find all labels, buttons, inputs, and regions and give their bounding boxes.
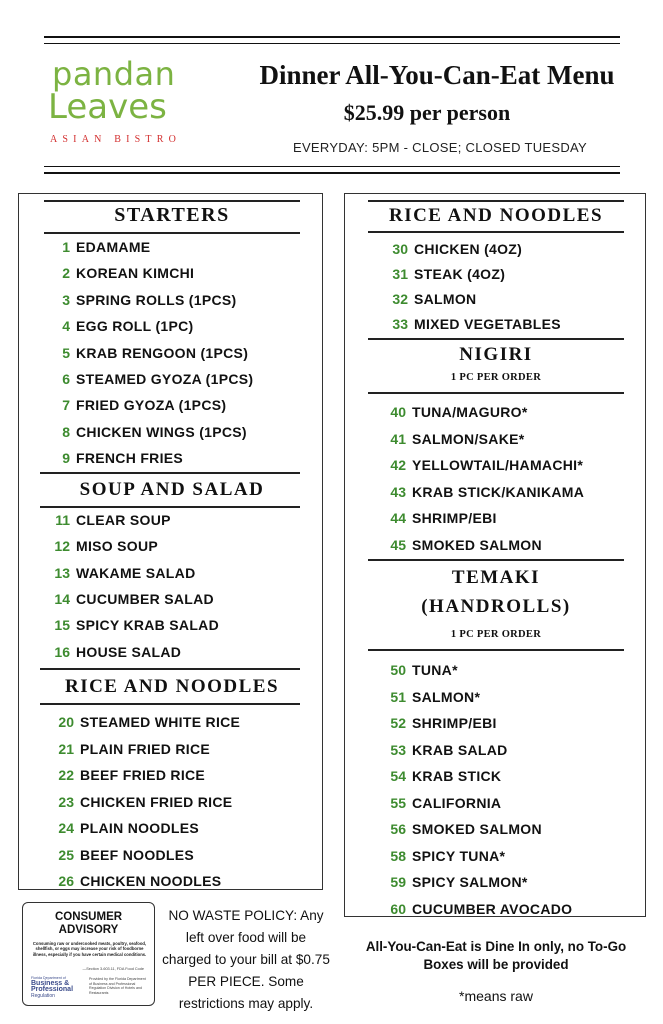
- menu-item: [54, 395, 226, 415]
- menu-item-number: 2: [62, 265, 70, 282]
- menu-item: [54, 369, 253, 389]
- menu-item-name: CUCUMBER AVOCADO: [412, 900, 573, 917]
- menu-item-name: SHRIMP/EBI: [412, 510, 497, 526]
- menu-item-name: PLAIN FRIED RICE: [80, 740, 211, 757]
- menu-item-name: SPRING ROLLS (1PCS): [76, 291, 237, 308]
- menu-item-number: 1: [62, 239, 70, 255]
- dine-in-notice: All-You-Can-Eat is Dine In only, no To-Go Boxes will be provided: [365, 939, 627, 972]
- menu-item-name: YELLOWTAIL/HAMACHI*: [412, 457, 584, 473]
- menu-item-number: 58: [390, 847, 406, 864]
- menu-item-number: 20: [58, 714, 74, 730]
- menu-item-name: MIXED VEGETABLES: [414, 316, 561, 332]
- menu-item-number: 6: [62, 371, 70, 387]
- header-rule: [44, 166, 620, 167]
- menu-item: [50, 818, 199, 838]
- menu-item-number: 26: [58, 873, 74, 889]
- menu-item: [382, 429, 525, 449]
- advisory-title: CONSUMER ADVISORY: [54, 911, 123, 936]
- menu-item-name: EGG ROLL (1PC): [76, 318, 194, 335]
- section-title-handrolls: (HANDROLLS): [421, 596, 571, 617]
- menu-item: [382, 482, 584, 502]
- menu-price: $25.99 per person: [343, 100, 511, 125]
- menu-item: [384, 264, 505, 284]
- menu-item: [384, 239, 522, 259]
- menu-item: [384, 314, 561, 334]
- section-rule: [44, 232, 300, 234]
- section-title-nigiri: NIGIRI: [459, 344, 533, 365]
- menu-item-number: 51: [390, 688, 406, 705]
- menu-item-number: 30: [392, 241, 408, 257]
- menu-item-number: 5: [62, 344, 70, 361]
- menu-item-number: 33: [392, 316, 408, 332]
- section-rule: [368, 559, 624, 561]
- menu-item-number: 14: [54, 590, 70, 607]
- advisory-provided-by: Provided by the Florida Department of Business and Professional Regulation Division of Hotels and Restaurants: [89, 977, 146, 995]
- menu-item: [54, 316, 194, 336]
- header-rule-thick: [44, 172, 620, 174]
- menu-item-number: 21: [58, 740, 74, 757]
- menu-item: [50, 615, 219, 635]
- menu-item-name: CLEAR SOUP: [76, 512, 171, 528]
- menu-item-name: KRAB RENGOON (1PCS): [76, 344, 249, 361]
- menu-item-number: 23: [58, 793, 74, 810]
- menu-item: [382, 402, 528, 422]
- menu-item: [50, 792, 232, 812]
- menu-item-number: 44: [390, 510, 406, 526]
- menu-item-number: 12: [54, 538, 70, 555]
- menu-item-name: CUCUMBER SALAD: [76, 590, 214, 607]
- section-rule: [368, 338, 624, 340]
- section-rule: [40, 703, 300, 705]
- menu-item: [54, 422, 247, 442]
- section-rule: [368, 392, 624, 394]
- menu-item: [382, 740, 508, 760]
- menu-hours: EVERYDAY: 5PM - CLOSE; CLOSED TUESDAY: [292, 140, 588, 155]
- menu-item: [382, 899, 572, 919]
- menu-item-name: STEAMED WHITE RICE: [80, 714, 241, 730]
- section-title-rice-noodles-left: RICE AND NOODLES: [64, 676, 280, 697]
- menu-item: [54, 237, 150, 257]
- menu-item-name: STEAMED GYOZA (1PCS): [76, 371, 254, 387]
- menu-item-number: 50: [390, 662, 406, 678]
- section-rule: [368, 200, 624, 202]
- menu-item-name: HOUSE SALAD: [76, 643, 182, 660]
- menu-item: [382, 713, 497, 733]
- menu-item-name: TUNA*: [412, 662, 458, 678]
- menu-item: [382, 508, 497, 528]
- menu-item: [50, 642, 181, 662]
- menu-item: [382, 455, 583, 475]
- menu-item-name: SPICY TUNA*: [412, 847, 506, 864]
- raw-note: *means raw: [459, 988, 533, 1004]
- menu-item-name: CHICKEN WINGS (1PCS): [76, 423, 247, 440]
- menu-item-number: 55: [390, 794, 406, 811]
- menu-item: [50, 845, 194, 865]
- menu-item: [50, 712, 240, 732]
- menu-item-number: 8: [62, 423, 70, 440]
- menu-item: [54, 290, 237, 310]
- menu-item: [50, 739, 210, 759]
- menu-item-name: CHICKEN NOODLES: [80, 873, 222, 889]
- menu-item-number: 60: [390, 900, 406, 917]
- menu-item: [382, 819, 542, 839]
- brand-name-line1: pandan: [52, 55, 176, 93]
- menu-item-number: 41: [390, 430, 406, 447]
- menu-item-number: 11: [55, 512, 70, 528]
- menu-item-number: 43: [390, 483, 406, 500]
- advisory-text: Consuming raw or undercooked meats, poultry, seafood, shellfish, or eggs may increase your risk of foodborne illness, especially if you have certain medical conditions.: [32, 941, 147, 957]
- menu-item: [382, 846, 505, 866]
- section-title-temaki: TEMAKI: [451, 567, 541, 588]
- menu-item-number: 16: [54, 643, 70, 660]
- menu-item-name: MISO SOUP: [76, 538, 159, 555]
- section-title-soup-salad: SOUP AND SALAD: [79, 479, 265, 500]
- menu-item-name: STEAK (4OZ): [414, 266, 506, 282]
- menu-item: [50, 871, 221, 891]
- menu-item: [50, 563, 195, 583]
- menu-item-name: SALMON: [414, 291, 477, 307]
- section-rule: [44, 200, 300, 202]
- menu-item: [54, 343, 248, 363]
- section-rule: [40, 506, 300, 508]
- menu-item-number: 15: [54, 617, 70, 634]
- menu-item-name: BEEF NOODLES: [80, 846, 195, 863]
- menu-item-name: CHICKEN (4OZ): [414, 241, 523, 257]
- section-title-rice-noodles-right: RICE AND NOODLES: [388, 205, 604, 226]
- menu-item-number: 31: [392, 266, 408, 282]
- section-subtitle-nigiri: 1 PC PER ORDER: [450, 372, 542, 383]
- menu-item-number: 56: [390, 821, 406, 837]
- brand-logo: [48, 54, 224, 152]
- menu-item: [54, 263, 194, 283]
- menu-item: [382, 687, 480, 707]
- menu-item-name: SALMON*: [412, 688, 481, 705]
- menu-item-name: SMOKED SALMON: [412, 821, 542, 837]
- menu-item: [382, 872, 528, 892]
- menu-item-name: FRENCH FRIES: [76, 450, 184, 467]
- menu-item-number: 13: [54, 564, 70, 581]
- menu-item: [384, 289, 476, 309]
- menu-item-name: CHICKEN FRIED RICE: [80, 793, 233, 810]
- advisory-citation: —Section 3-603.11, FDA Food Code: [82, 967, 144, 971]
- menu-item-name: PLAIN NOODLES: [80, 820, 200, 836]
- top-rule: [44, 36, 620, 38]
- menu-item-name: SPICY KRAB SALAD: [76, 617, 220, 634]
- menu-item-name: KOREAN KIMCHI: [76, 265, 195, 282]
- menu-item-number: 32: [392, 291, 408, 307]
- menu-item-number: 45: [390, 536, 406, 553]
- menu-item-number: 24: [58, 820, 74, 836]
- brand-name-line2: Leaves: [48, 87, 167, 127]
- brand-tagline: ASIAN BISTRO: [50, 134, 182, 145]
- section-rule: [40, 668, 300, 670]
- menu-title: Dinner All-You-Can-Eat Menu: [259, 60, 615, 90]
- section-rule: [368, 649, 624, 651]
- menu-item-name: KRAB STICK: [412, 768, 502, 784]
- menu-item-name: KRAB STICK/KANIKAMA: [412, 483, 585, 500]
- consumer-advisory-card: [22, 902, 155, 1006]
- agency-logo: Florida Department of Business & Professional Regulation: [31, 976, 74, 999]
- menu-item-name: WAKAME SALAD: [76, 564, 196, 581]
- menu-item-number: 40: [390, 404, 406, 420]
- menu-item-number: 53: [390, 741, 406, 758]
- menu-item-number: 4: [62, 318, 70, 335]
- no-waste-policy: NO WASTE POLICY: Any left over food will be charged to your bill at $0.75 PER PIECE. Some restrictions may apply.: [162, 908, 330, 1011]
- section-title-starters: STARTERS: [114, 204, 230, 226]
- menu-item: [382, 660, 458, 680]
- menu-item-number: 9: [62, 450, 70, 467]
- top-rule-thin: [44, 43, 620, 44]
- menu-item-name: TUNA/MAGURO*: [412, 404, 528, 420]
- menu-item-name: SALMON/SAKE*: [412, 430, 525, 447]
- menu-item-number: 42: [390, 457, 406, 473]
- menu-item-number: 22: [58, 767, 74, 783]
- menu-item: [382, 793, 501, 813]
- menu-item-name: BEEF FRIED RICE: [80, 767, 206, 783]
- menu-item: [382, 535, 542, 555]
- menu-item-number: 54: [390, 768, 406, 784]
- section-subtitle-temaki: 1 PC PER ORDER: [450, 629, 542, 640]
- menu-item: [54, 448, 183, 468]
- menu-item-number: 7: [62, 397, 70, 414]
- menu-item: [50, 589, 214, 609]
- menu-item: [50, 536, 158, 556]
- menu-item: [50, 765, 205, 785]
- menu-item-name: SHRIMP/EBI: [412, 715, 497, 731]
- menu-item-name: SMOKED SALMON: [412, 536, 542, 553]
- section-rule: [40, 472, 300, 474]
- menu-item-name: SPICY SALMON*: [412, 874, 528, 890]
- menu-item: [382, 766, 501, 786]
- menu-item: [50, 510, 171, 530]
- menu-item-number: 3: [62, 291, 70, 308]
- menu-item-number: 59: [390, 874, 406, 890]
- menu-item-name: KRAB SALAD: [412, 741, 508, 758]
- menu-item-name: EDAMAME: [76, 239, 151, 255]
- menu-item-name: CALIFORNIA: [412, 794, 502, 811]
- menu-item-name: FRIED GYOZA (1PCS): [76, 397, 227, 414]
- menu-item-number: 25: [58, 846, 74, 863]
- section-rule: [368, 231, 624, 233]
- menu-item-number: 52: [390, 715, 406, 731]
